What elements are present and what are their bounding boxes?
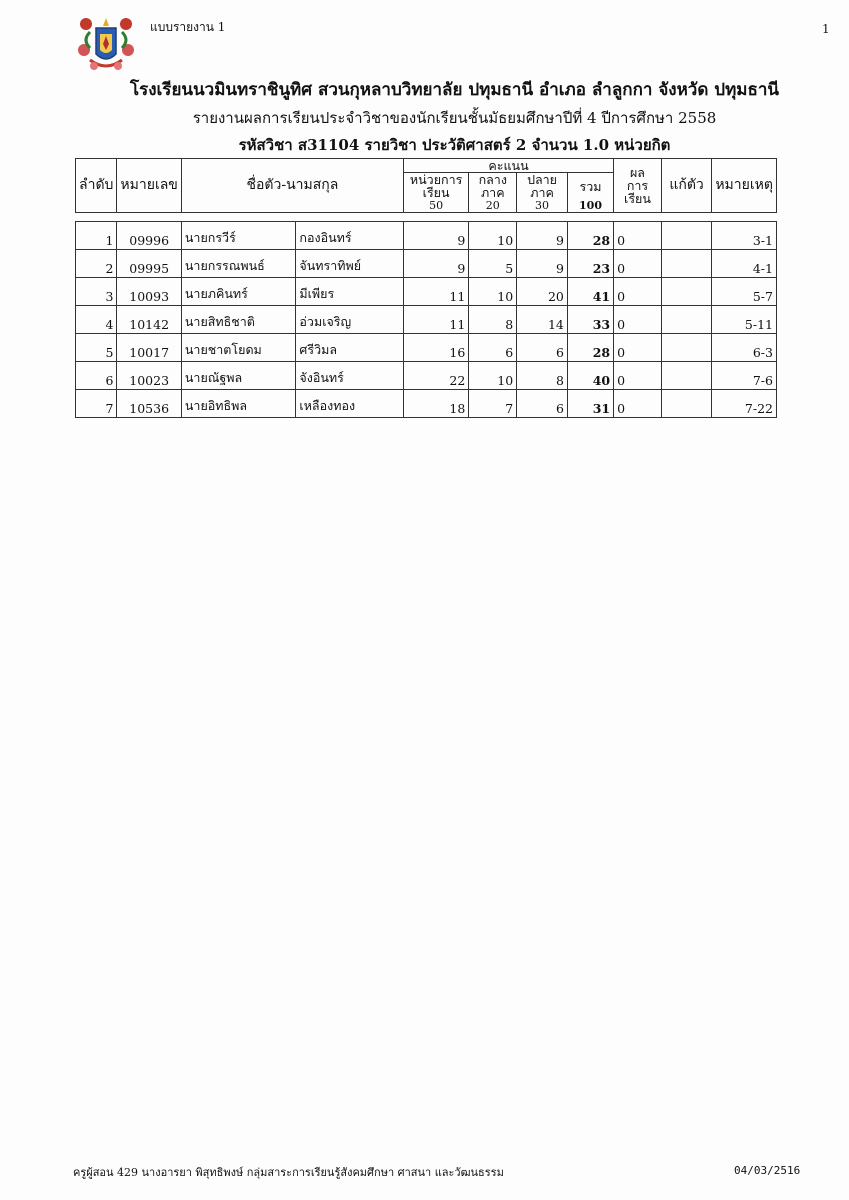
subject-title: รหัสวิชา ส31104 รายวิชา ประวัติศาสตร์ 2 จำนวน 1.0 หน่วยกิต xyxy=(238,136,671,154)
score-midterm: 8 xyxy=(469,306,517,334)
score-total: 33 xyxy=(567,306,613,334)
header-total: รวม xyxy=(567,173,613,200)
score-total: 31 xyxy=(567,390,613,418)
row-number: 6 xyxy=(76,362,117,390)
student-last-name: จันทราทิพย์ xyxy=(296,250,403,278)
student-last-name: กองอินทร์ xyxy=(296,222,403,250)
student-last-name: จังอินทร์ xyxy=(296,362,403,390)
score-midterm: 10 xyxy=(469,222,517,250)
student-first-name: นายสิทธิชาติ xyxy=(181,306,296,334)
score-total: 41 xyxy=(567,278,613,306)
header-final: ปลายภาค xyxy=(517,173,568,200)
student-last-name: อ่วมเจริญ xyxy=(296,306,403,334)
table-row xyxy=(76,250,777,278)
grade-table xyxy=(75,158,777,418)
school-title: โรงเรียนนวมินทราชินูทิศ สวนกุหลาบวิทยาลัย ปทุมธานี อำเภอ ลำลูกกา จังหวัด ปทุมธานี xyxy=(129,80,780,100)
student-first-name: นายอิทธิพล xyxy=(181,390,296,418)
score-total: 23 xyxy=(567,250,613,278)
score-midterm: 5 xyxy=(469,250,517,278)
max-final: 30 xyxy=(517,199,568,213)
student-id: 10536 xyxy=(117,390,181,418)
row-number: 7 xyxy=(76,390,117,418)
teacher-line: ครูผู้สอน 429 นางอารยา พิสุทธิพงษ์ กลุ่มสาระการเรียนรู้สังคมศึกษา ศาสนา และวัฒนธรรม xyxy=(73,1166,504,1179)
header-fix: แก้ตัว xyxy=(661,159,711,213)
row-number: 4 xyxy=(76,306,117,334)
student-first-name: นายกรวีร์ xyxy=(181,222,296,250)
retake-grade xyxy=(661,362,711,390)
header-id: หมายเลข xyxy=(117,159,181,213)
table-row xyxy=(76,278,777,306)
score-unit: 11 xyxy=(403,278,468,306)
remark-class: 5-7 xyxy=(712,278,777,306)
score-total: 28 xyxy=(567,222,613,250)
score-final: 20 xyxy=(517,278,568,306)
header-name: ชื่อตัว-นามสกุล xyxy=(181,159,403,213)
student-first-name: นายณัฐพล xyxy=(181,362,296,390)
score-final: 9 xyxy=(517,250,568,278)
header-midterm: กลางภาค xyxy=(469,173,517,200)
table-row xyxy=(76,306,777,334)
student-id: 10142 xyxy=(117,306,181,334)
student-last-name: ศรีวิมล xyxy=(296,334,403,362)
student-first-name: นายชาตโยดม xyxy=(181,334,296,362)
page-number: 1 xyxy=(822,22,830,36)
result-grade: 0 xyxy=(614,362,662,390)
score-final: 6 xyxy=(517,334,568,362)
score-midterm: 10 xyxy=(469,278,517,306)
row-number: 2 xyxy=(76,250,117,278)
result-grade: 0 xyxy=(614,390,662,418)
score-unit: 11 xyxy=(403,306,468,334)
max-total: 100 xyxy=(567,199,613,213)
remark-class: 3-1 xyxy=(712,222,777,250)
header-result-line2: การเรียน xyxy=(624,178,651,206)
score-midterm: 7 xyxy=(469,390,517,418)
header-result-line1: ผล xyxy=(629,165,645,180)
score-midterm: 6 xyxy=(469,334,517,362)
table-row xyxy=(76,334,777,362)
score-unit: 9 xyxy=(403,250,468,278)
student-last-name: มีเพียร xyxy=(296,278,403,306)
student-rows xyxy=(76,222,777,418)
table-row xyxy=(76,390,777,418)
retake-grade xyxy=(661,390,711,418)
remark-class: 7-6 xyxy=(712,362,777,390)
student-first-name: นายภคินทร์ xyxy=(181,278,296,306)
result-grade: 0 xyxy=(614,306,662,334)
report-title: รายงานผลการเรียนประจำวิชาของนักเรียนชั้นมัธยมศึกษาปีที่ 4 ปีการศึกษา 2558 xyxy=(192,109,717,127)
max-unit: 50 xyxy=(403,199,468,213)
score-unit: 22 xyxy=(403,362,468,390)
student-last-name: เหลืองทอง xyxy=(296,390,403,418)
result-grade: 0 xyxy=(614,222,662,250)
header-gap-row xyxy=(76,213,777,222)
score-unit: 16 xyxy=(403,334,468,362)
student-id: 09996 xyxy=(117,222,181,250)
table-row xyxy=(76,362,777,390)
score-unit: 9 xyxy=(403,222,468,250)
result-grade: 0 xyxy=(614,278,662,306)
header-score-group: คะแนน xyxy=(403,159,613,173)
score-final: 8 xyxy=(517,362,568,390)
remark-class: 5-11 xyxy=(712,306,777,334)
student-id: 10023 xyxy=(117,362,181,390)
max-midterm: 20 xyxy=(469,199,517,213)
score-total: 28 xyxy=(567,334,613,362)
row-number: 5 xyxy=(76,334,117,362)
result-grade: 0 xyxy=(614,334,662,362)
score-unit: 18 xyxy=(403,390,468,418)
table-row xyxy=(76,222,777,250)
header-result xyxy=(614,159,662,213)
score-total: 40 xyxy=(567,362,613,390)
retake-grade xyxy=(661,306,711,334)
retake-grade xyxy=(661,278,711,306)
result-grade: 0 xyxy=(614,250,662,278)
row-number: 1 xyxy=(76,222,117,250)
remark-class: 4-1 xyxy=(712,250,777,278)
remark-class: 7-22 xyxy=(712,390,777,418)
row-number: 3 xyxy=(76,278,117,306)
student-id: 10017 xyxy=(117,334,181,362)
form-label: แบบรายงาน 1 xyxy=(150,20,226,34)
student-id: 10093 xyxy=(117,278,181,306)
header-remark: หมายเหตุ xyxy=(712,159,777,213)
print-date: 04/03/2516 xyxy=(734,1164,801,1177)
score-final: 6 xyxy=(517,390,568,418)
header-no: ลำดับ xyxy=(76,159,117,213)
retake-grade xyxy=(661,250,711,278)
school-emblem-logo xyxy=(76,14,136,76)
retake-grade xyxy=(661,222,711,250)
score-final: 14 xyxy=(517,306,568,334)
student-first-name: นายกรรณพนธ์ xyxy=(181,250,296,278)
score-midterm: 10 xyxy=(469,362,517,390)
header-unit: หน่วยการเรียน xyxy=(403,173,468,200)
remark-class: 6-3 xyxy=(712,334,777,362)
score-final: 9 xyxy=(517,222,568,250)
student-id: 09995 xyxy=(117,250,181,278)
retake-grade xyxy=(661,334,711,362)
